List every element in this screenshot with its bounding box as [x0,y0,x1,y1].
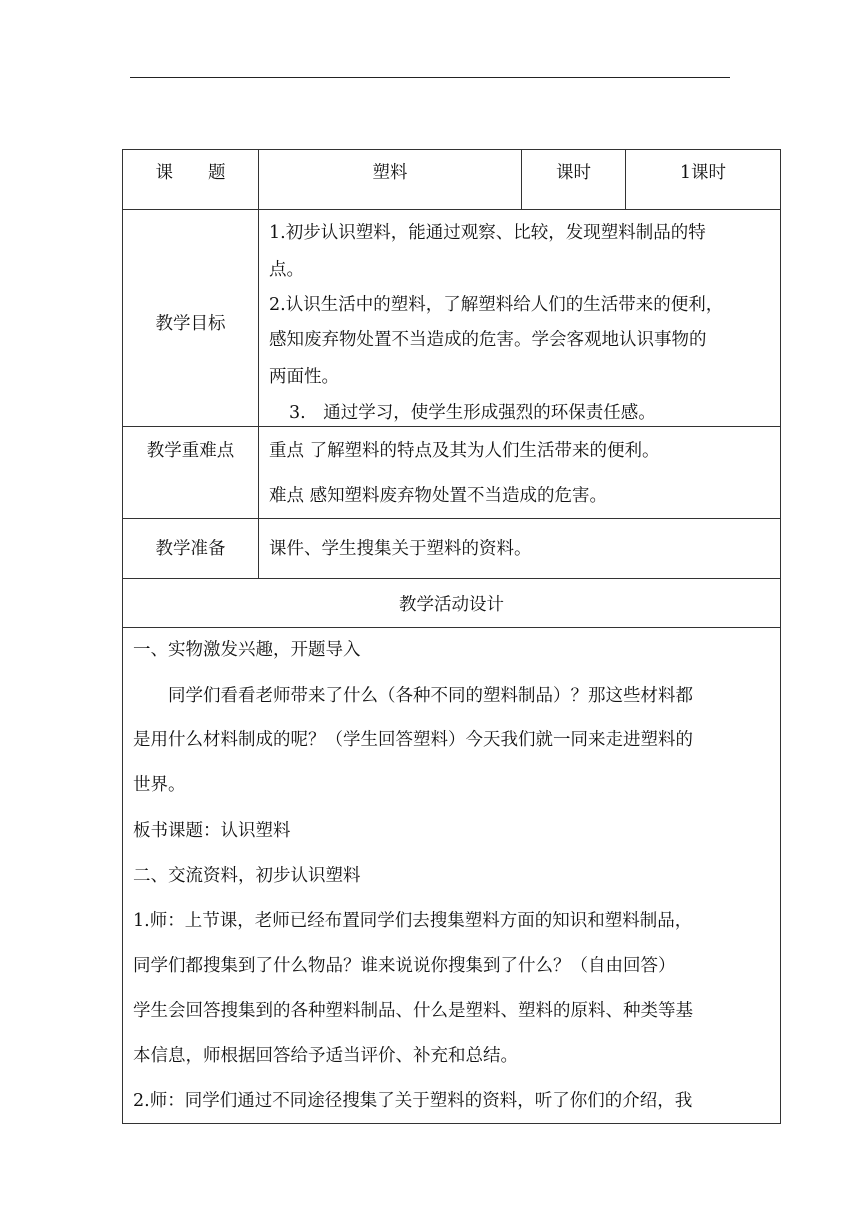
objectives-label: 教学目标 [155,314,226,334]
activity-line: 1.师：上节课，老师已经布置同学们去搜集塑料方面的知识和塑料制品， [133,911,693,931]
focus-text: 重点 了解塑料的特点及其为人们生活带来的便利。 [269,441,660,461]
activity-line: 是用什么材料制成的呢？（学生回答塑料）今天我们就一同来走进塑料的 [133,730,693,750]
row-divider [123,209,780,210]
activity-line: 世界。 [133,775,186,795]
difficulty-text: 难点 感知塑料废弃物处置不当造成的危害。 [269,486,608,506]
activity-line: 学生会回答搜集到的各种塑料制品、什么是塑料、塑料的原料、种类等基 [133,1001,693,1021]
preparation-text: 课件、学生搜集关于塑料的资料。 [269,539,532,559]
row-divider [123,578,780,579]
key-points-label: 教学重难点 [146,441,235,461]
row-divider [123,426,780,427]
lesson-plan-table [122,149,781,1124]
row-divider [123,518,780,519]
column-divider [258,150,259,578]
activity-heading: 教学活动设计 [399,595,504,615]
objective-2-line-3: 两面性。 [269,367,339,387]
period-value: 1课时 [679,163,727,183]
lesson-title-value: 塑料 [372,163,408,183]
activity-line: 2.师：同学们通过不同途径搜集了关于塑料的资料，听了你们的介绍，我 [133,1091,693,1111]
activity-line: 同学们看看老师带来了什么（各种不同的塑料制品）？那这些材料都 [133,686,693,706]
objective-1-line-2: 点。 [269,260,304,280]
row-divider [123,627,780,628]
activity-line: 二、交流资料，初步认识塑料 [133,866,361,886]
period-label: 课时 [556,163,591,183]
activity-line: 板书课题：认识塑料 [133,821,291,841]
objective-3: 3. 通过学习，使学生形成强烈的环保责任感。 [289,403,656,423]
lesson-title-label: 课 题 [155,163,226,183]
objective-1-line-1: 1.初步认识塑料，能通过观察、比较，发现塑料制品的特 [269,223,706,243]
objective-2-line-1: 2.认识生活中的塑料，了解塑料给人们的生活带来的便利， [269,295,724,315]
header-rule [130,77,730,78]
activity-line: 本信息，师根据回答给予适当评价、补充和总结。 [133,1046,518,1066]
objective-2-line-2: 感知废弃物处置不当造成的危害。学会客观地认识事物的 [269,330,707,350]
activity-line: 同学们都搜集到了什么物品？谁来说说你搜集到了什么？（自由回答） [133,956,676,976]
preparation-label: 教学准备 [155,539,226,559]
activity-line: 一、实物激发兴趣，开题导入 [133,640,361,660]
